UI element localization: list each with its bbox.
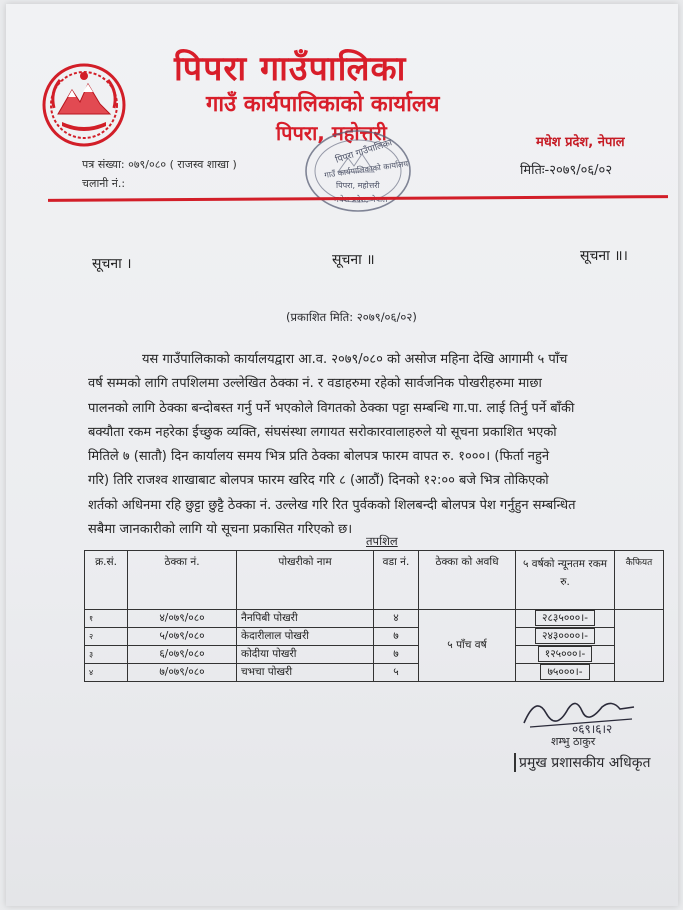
cell-ward: ७	[374, 646, 419, 664]
cell-remarks	[615, 610, 664, 682]
office-subtitle: गाउँ कार्यपालिकाको कार्यालय	[206, 92, 440, 117]
stamp-text-1: पिपरा गाउँपालिका	[334, 138, 394, 166]
cell-period: ५ पाँच वर्ष	[419, 610, 516, 682]
letter-page	[6, 4, 678, 906]
signatory-name: शम्भु ठाकुर	[551, 735, 596, 748]
body-line: पालनको लागि ठेक्का बन्दोबस्त गर्नु पर्ने भएकोले विगतको ठेक्का पट्टा सम्बन्धि गा.पा. लाई तिर्नु पर्ने बाँकी	[88, 400, 575, 416]
col-header-ward: वडा नं.	[374, 551, 419, 610]
cell-ward: ४	[374, 610, 419, 628]
signatory-title: प्रमुख प्रशासकीय अधिकृत	[514, 753, 650, 772]
cell-contract: ५/०७९/०८०	[128, 628, 237, 646]
stamp-text-2: गाउँ कार्यपालिकाको कार्यालय	[323, 159, 409, 180]
col-header-pond: पोखरीको नाम	[237, 551, 374, 610]
table-row	[85, 646, 664, 664]
cell-sn: ३	[85, 646, 128, 664]
col-header-period: ठेक्का को अवधि	[419, 551, 516, 610]
cell-contract: ७/०७९/०८०	[128, 664, 237, 682]
cell-pond: केदारीलाल पोखरी	[237, 628, 374, 646]
amount-box: १२५०००।-	[538, 646, 593, 662]
dispatch-number: चलानी नं.:	[82, 177, 126, 190]
notice-heading-1: सूचना ।	[92, 256, 132, 272]
amount-box: ७५०००।-	[540, 664, 589, 680]
notice-heading-2: सूचना ॥	[332, 252, 375, 268]
table-header-row	[85, 551, 664, 610]
cell-pond: कोदीया पोखरी	[237, 646, 374, 664]
table-row	[85, 664, 664, 682]
body-line: गरि) तिरि राजश्व शाखाबाट बोलपत्र फारम खरिद गरि ८ (आठौं) दिनको १२:०० बजे भित्र तोकिएको	[88, 473, 549, 489]
cell-ward: ७	[374, 628, 419, 646]
cell-amount	[516, 610, 615, 628]
notice-heading-3: सूचना ॥।	[580, 248, 628, 264]
stamp-text-3: पिपरा, महोत्तरी	[336, 181, 380, 190]
signature-date: ०६९।६।२	[572, 722, 613, 736]
cell-amount	[516, 628, 615, 646]
cell-sn: २	[85, 628, 128, 646]
body-line: यस गाउँपालिकाको कार्यालयद्वारा आ.व. २०७९/०८० को असोज महिना देखि आगामी ५ पाँच	[142, 352, 568, 367]
body-line: मितिले ७ (सातौ) दिन कार्यालय समय भित्र प्रति ठेक्का बोलपत्र फारम वापत रु. १०००। (फिर्ता नहुने	[88, 449, 550, 465]
cell-sn: १	[85, 610, 128, 628]
col-header-contract: ठेक्का नं.	[128, 551, 237, 610]
col-header-amount: ५ वर्षको न्यूनतम रकम रु.	[516, 551, 615, 610]
published-date: (प्रकाशित मिति: २०७९/०६/०२)	[286, 310, 417, 324]
province-label: मधेश प्रदेश, नेपाल	[536, 135, 625, 150]
body-line: शर्तको अधिनमा रहि छुट्टा छुट्टै ठेक्का नं. उल्लेख गरि रित पुर्वकको शिलबन्दी बोलपत्र पेश गर्नुहुन सम्बन्धित	[88, 497, 576, 513]
body-line: सबैमा जानकारीको लागि यो सूचना प्रकासित गरिएको छ।	[88, 522, 353, 538]
cell-amount	[516, 664, 615, 682]
letter-number: पत्र संख्या: ०७९/०८० ( राजस्व शाखा )	[82, 158, 237, 171]
pond-contract-table	[84, 550, 664, 682]
cell-ward: ५	[374, 664, 419, 682]
cell-contract: ४/०७९/०८०	[128, 610, 237, 628]
cell-pond: चभचा पोखरी	[237, 664, 374, 682]
col-header-remarks: कैफियत	[615, 551, 664, 610]
cell-pond: नैनपिबी पोखरी	[237, 610, 374, 628]
body-line: वर्ष सम्मको लागि तपशिलमा उल्लेखित ठेक्का नं. र वडाहरुमा रहेको सार्वजनिक पोखरीहरुमा माछा	[88, 376, 542, 392]
cell-contract: ६/०७९/०८०	[128, 646, 237, 664]
table-row	[85, 610, 664, 628]
col-header-sn: क्र.सं.	[85, 551, 128, 610]
cell-sn: ४	[85, 664, 128, 682]
amount-box: २४३००००।-	[535, 628, 595, 644]
notice-body	[88, 348, 654, 542]
municipality-title: पिपरा गाउँपालिका	[174, 49, 407, 89]
cell-amount	[516, 646, 615, 664]
table-caption: तपशिल	[366, 534, 398, 548]
nepal-emblem-logo	[42, 62, 126, 152]
letter-date: मितिः-२०७९/०६/०२	[520, 163, 613, 178]
amount-box: २८३५०००।-	[535, 610, 595, 626]
table-row	[85, 628, 664, 646]
office-location: पिपरा, महोत्तरी	[276, 121, 387, 145]
body-line: बक्यौता रकम नहरेका ईच्छुक व्यक्ति, संघसंस्था लगायत सरोकारवालाहरुले यो सूचना प्रकाशित भएको	[88, 424, 557, 440]
